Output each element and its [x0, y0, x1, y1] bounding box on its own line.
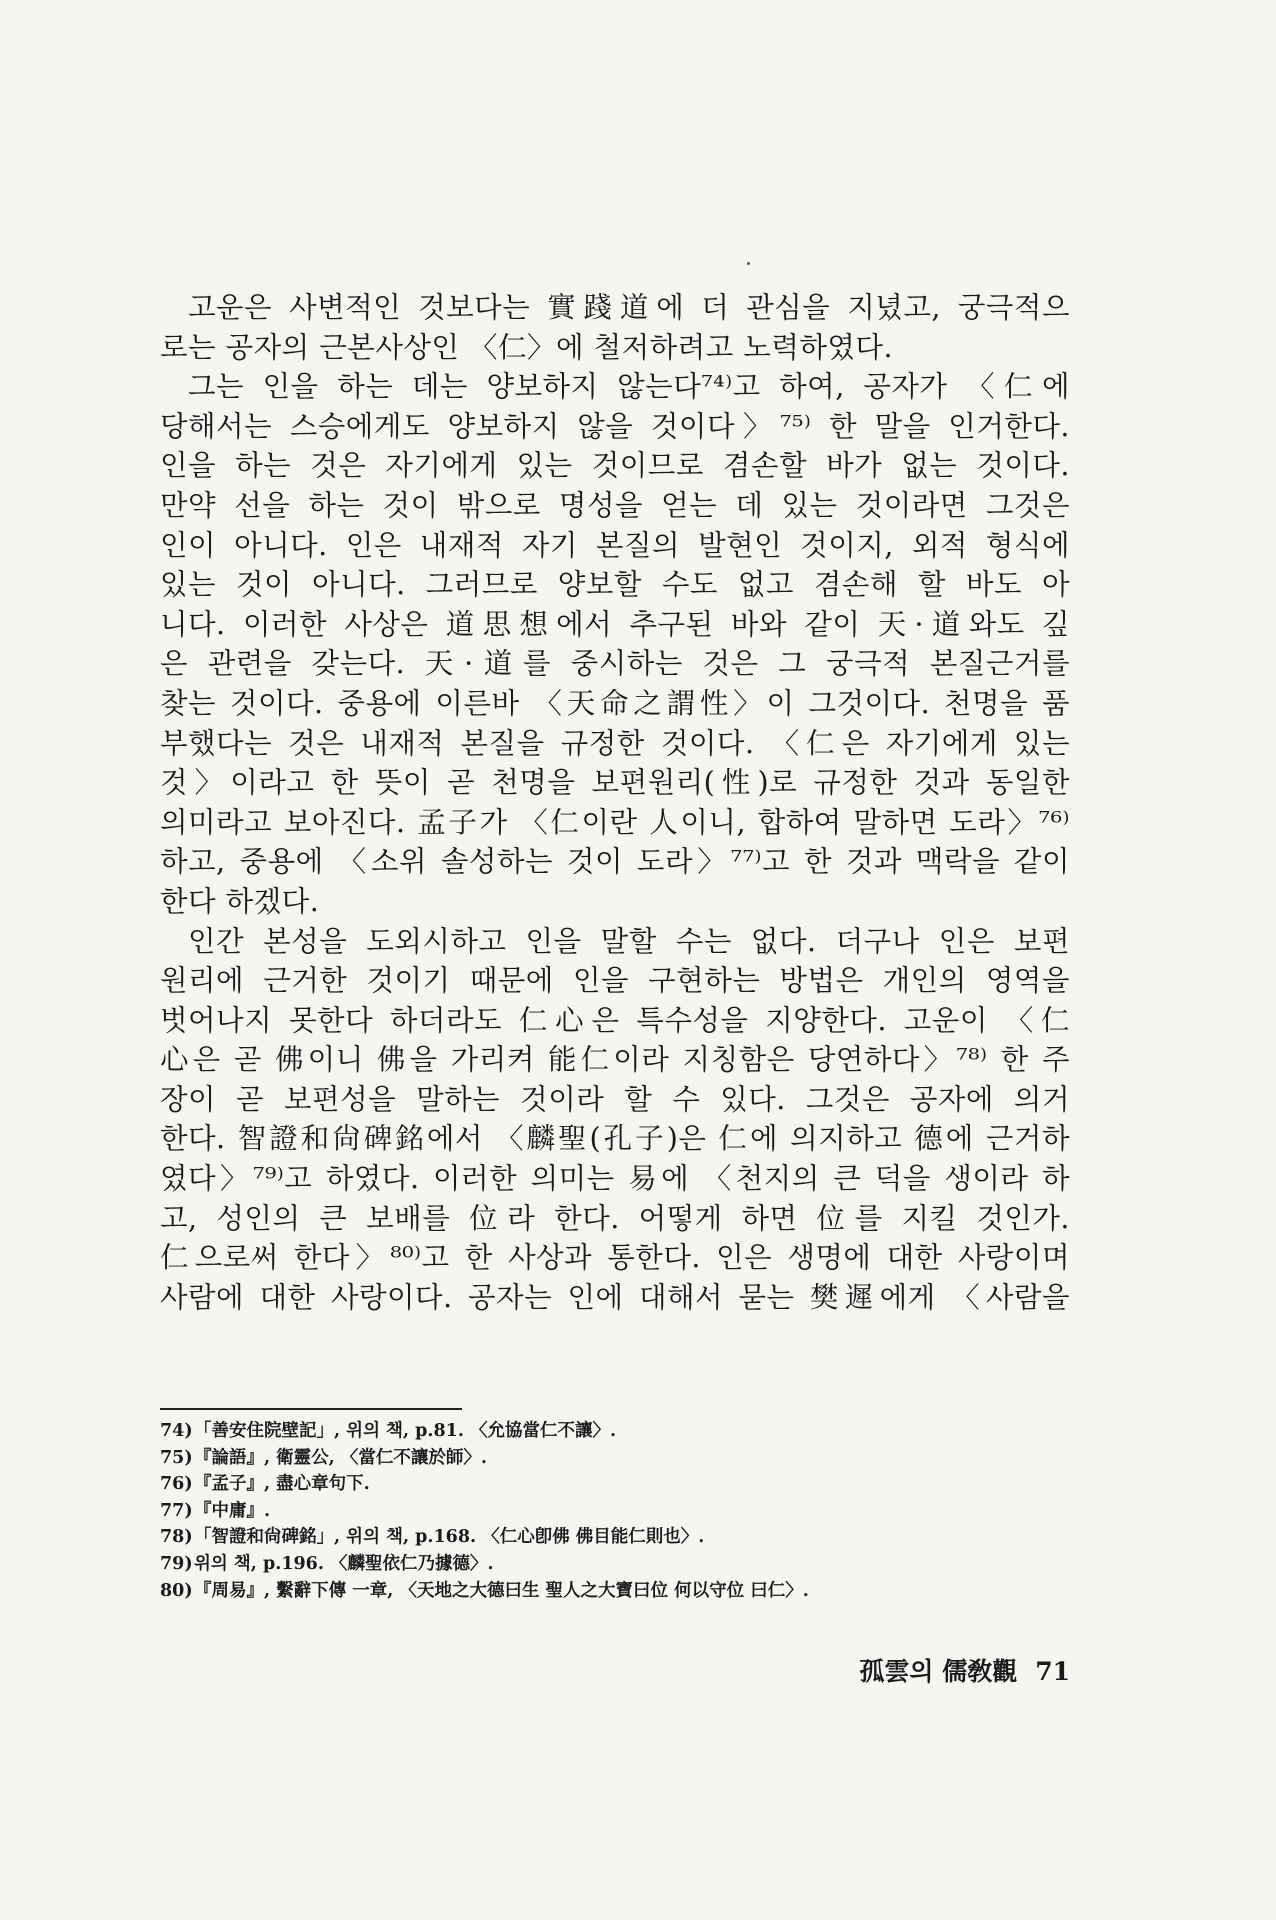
footnote-number: 74) — [160, 1421, 193, 1441]
footnote-number: 75) — [160, 1447, 193, 1468]
page-footer — [800, 1652, 1070, 1688]
body-line: 仁으로써 한다〉⁸⁰⁾고 한 사상과 통한다. 인은 생명에 대한 사랑이며 — [160, 1241, 1070, 1275]
footnote-text: 「智證和尙碑銘」, 위의 책, p.168. 〈仁心卽佛 佛目能仁則也〉. — [194, 1527, 705, 1548]
body-line: 인을 하는 것은 자기에게 있는 것이므로 겸손할 바가 없는 것이다. — [160, 449, 1070, 483]
body-line: 인이 아니다. 인은 내재적 자기 본질의 발현인 것이지, 외적 형식에 — [160, 528, 1070, 562]
body-line: 하고, 중용에 〈소위 솔성하는 것이 도라〉⁷⁷⁾고 한 것과 맥락을 같이 — [160, 845, 1070, 879]
body-line: 벗어나지 못한다 하더라도 仁心은 특수성을 지양한다. 고운이 〈仁 — [160, 1003, 1070, 1037]
footnote-text: 『孟子』, 盡心章句下. — [194, 1474, 370, 1495]
body-line: 있는 것이 아니다. 그러므로 양보할 수도 없고 겸손해 할 바도 아 — [160, 568, 1070, 602]
body-line: 그는 인을 하는 데는 양보하지 않는다⁷⁴⁾고 하여, 공자가 〈仁에 — [188, 370, 1070, 404]
footnote — [160, 1578, 1070, 1605]
running-title: 孤雲의 儒敎觀 — [859, 1657, 1018, 1686]
body-line: 인간 본성을 도외시하고 인을 말할 수는 없다. 더구나 인은 보편 — [188, 924, 1070, 958]
body-line: 것〉이라고 한 뜻이 곧 천명을 보편원리(性)로 규정한 것과 동일한 — [160, 766, 1070, 800]
footnotes — [160, 1418, 1070, 1604]
footnote-text: 『中庸』. — [194, 1500, 271, 1521]
footnote — [160, 1551, 1070, 1578]
footnote — [160, 1498, 1070, 1525]
footnote-number: 76) — [160, 1474, 193, 1495]
body-line: 원리에 근거한 것이기 때문에 인을 구현하는 방법은 개인의 영역을 — [160, 964, 1070, 998]
body-line: 찾는 것이다. 중용에 이른바 〈天命之謂性〉이 그것이다. 천명을 품 — [160, 686, 1070, 720]
body-line: 한다. 智證和尙碑銘에서 〈麟聖(孔子)은 仁에 의지하고 德에 근거하 — [160, 1122, 1070, 1156]
print-speck — [747, 262, 750, 265]
footnote-text: 『周易』, 繫辭下傳 一章, 〈天地之大德曰生 聖人之大寶曰位 何以守位 曰仁〉. — [194, 1580, 809, 1601]
page-number: 71 — [1035, 1657, 1070, 1686]
body-line: 사람에 대한 사랑이다. 공자는 인에 대해서 묻는 樊遲에게 〈사람을 — [160, 1280, 1070, 1314]
body-line: 니다. 이러한 사상은 道思想에서 추구된 바와 같이 天·道와도 깊 — [160, 607, 1070, 641]
body-text — [160, 288, 1070, 1317]
footnote-text: 「善安住院壁記」, 위의 책, p.81. 〈允協當仁不讓〉. — [194, 1421, 617, 1441]
footnote — [160, 1418, 1070, 1445]
body-line: 心은 곧 佛이니 佛을 가리켜 能仁이라 지칭함은 당연하다〉⁷⁸⁾ 한 주 — [160, 1043, 1070, 1077]
body-line: 고, 성인의 큰 보배를 位라 한다. 어떻게 하면 位를 지킬 것인가. — [160, 1201, 1070, 1235]
footnote-number: 78) — [160, 1527, 193, 1548]
footnote-text: 『論語』, 衛靈公, 〈當仁不讓於師〉. — [194, 1447, 487, 1468]
body-line: 의미라고 보아진다. 孟子가 〈仁이란 人이니, 합하여 말하면 도라〉⁷⁶⁾ — [160, 805, 1070, 839]
footnote-separator — [160, 1408, 462, 1410]
footnote-number: 80) — [160, 1580, 193, 1601]
footnote-number: 79) — [160, 1553, 193, 1574]
footnote-number: 77) — [160, 1500, 193, 1521]
footnote — [160, 1471, 1070, 1498]
body-line: 장이 곧 보편성을 말하는 것이라 할 수 있다. 그것은 공자에 의거 — [160, 1082, 1070, 1116]
body-line: 고운은 사변적인 것보다는 實踐道에 더 관심을 지녔고, 궁극적으 — [188, 291, 1070, 324]
footnote-text: 위의 책, p.196. 〈麟聖依仁乃據德〉. — [194, 1553, 494, 1574]
body-line: 만약 선을 하는 것이 밖으로 명성을 얻는 데 있는 것이라면 그것은 — [160, 488, 1070, 522]
body-line: 로는 공자의 근본사상인 〈仁〉에 철저하려고 노력하였다. — [160, 330, 894, 364]
footnote — [160, 1524, 1070, 1551]
body-line: 당해서는 스승에게도 양보하지 않을 것이다〉⁷⁵⁾ 한 말을 인거한다. — [160, 409, 1070, 443]
body-line: 였다〉⁷⁹⁾고 하였다. 이러한 의미는 易에 〈천지의 큰 덕을 생이라 하 — [160, 1162, 1070, 1196]
body-line: 한다 하겠다. — [160, 884, 320, 918]
body-line: 은 관련을 갖는다. 天·道를 중시하는 것은 그 궁극적 본질근거를 — [160, 647, 1070, 681]
body-line: 부했다는 것은 내재적 본질을 규정한 것이다. 〈仁은 자기에게 있는 — [160, 726, 1070, 760]
footnote — [160, 1445, 1070, 1472]
